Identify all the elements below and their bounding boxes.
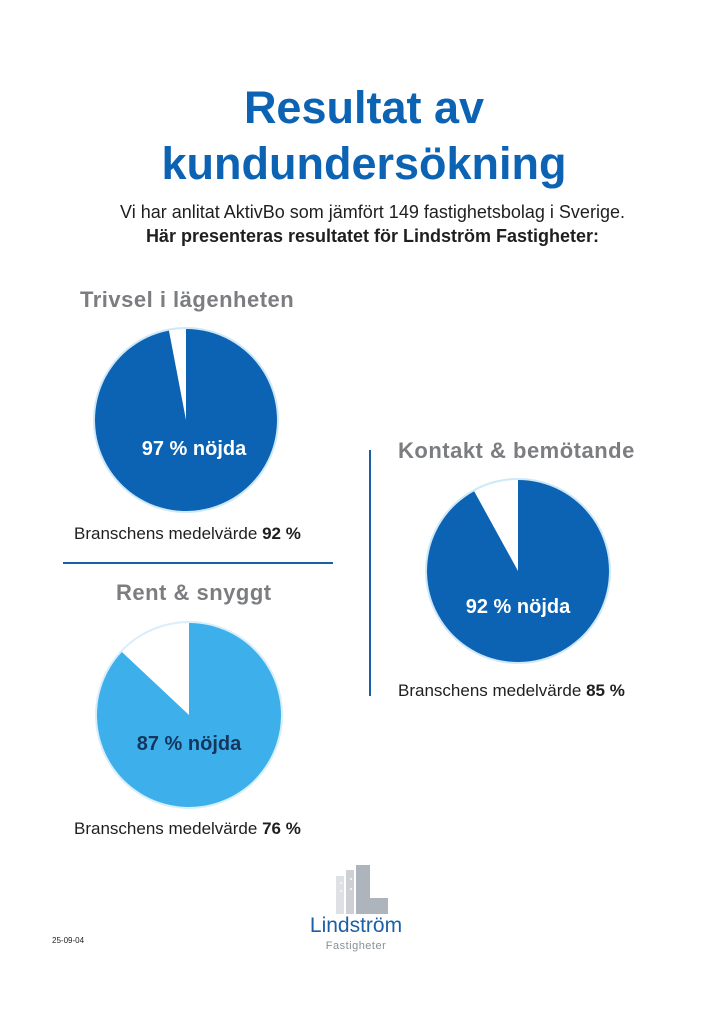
- industry-average-label: Branschens medelvärde: [74, 819, 258, 838]
- horizontal-divider: [63, 562, 333, 564]
- chart-title-kontakt: Kontakt & bemötande: [398, 438, 635, 463]
- pie-slice-label: 92 % nöjda: [465, 596, 571, 618]
- pie-slice-nojda: [97, 623, 281, 807]
- chart-title-trivsel: Trivsel i lägenheten: [80, 287, 295, 312]
- logo-wordmark: Lindström: [309, 914, 403, 937]
- chart-title-rent: Rent & snyggt: [116, 580, 272, 605]
- industry-average-trivsel: [74, 524, 301, 544]
- vertical-divider: [369, 450, 371, 696]
- pie-chart-trivsel: [94, 327, 278, 513]
- pie-chart-rent: [96, 622, 282, 808]
- logo-subtitle: Fastigheter: [325, 940, 387, 952]
- pie-slice-nojda: [427, 480, 609, 662]
- intro-highlight-text: Här presenteras resultatet för Lindström Fastigheter:: [145, 226, 600, 246]
- lindstrom-logo: [296, 862, 416, 962]
- industry-average-value: 92 %: [262, 524, 301, 543]
- pie-slice-label: 97 % nöjda: [141, 438, 247, 460]
- document-date: 25-09-04: [52, 936, 85, 945]
- industry-average-rent: [74, 819, 301, 839]
- pie-chart-kontakt: [426, 478, 610, 664]
- industry-average-label: Branschens medelvärde: [74, 524, 258, 543]
- intro-text: Vi har anlitat AktivBo som jämfört 149 fastighetsbolag i Sverige.: [120, 202, 625, 222]
- industry-average-label: Branschens medelvärde: [398, 681, 582, 700]
- industry-average-value: 85 %: [586, 681, 625, 700]
- pie-slice-nojda: [95, 329, 277, 511]
- page-title-line-2: kundundersökning: [161, 138, 567, 189]
- pie-slice-label: 87 % nöjda: [136, 733, 242, 755]
- industry-average-kontakt: [398, 681, 625, 701]
- page-title-line-1: Resultat av: [243, 82, 485, 133]
- building-logo-icon: [296, 862, 416, 914]
- industry-average-value: 76 %: [262, 819, 301, 838]
